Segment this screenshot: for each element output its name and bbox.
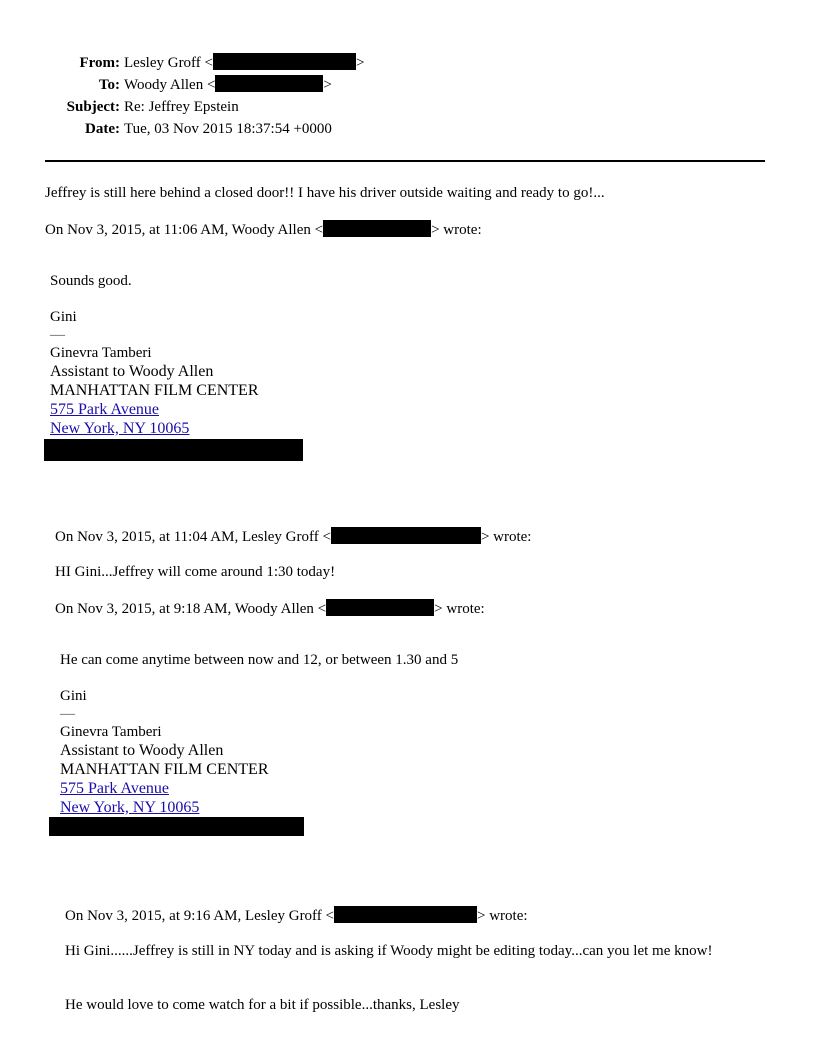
signature-block	[60, 687, 269, 817]
to-name: Woody Allen <	[124, 77, 216, 93]
redaction-block	[323, 220, 431, 237]
sig-company: MANHATTAN FILM CENTER	[50, 382, 259, 399]
redaction-block	[215, 75, 323, 92]
quote-attribution: On Nov 3, 2015, at 11:04 AM, Lesley Groff < > wrote:	[55, 529, 532, 545]
sig-nickname: Gini	[50, 309, 77, 325]
sig-nickname: Gini	[60, 688, 87, 704]
quoted-message: He can come anytime between now and 12, or between 1.30 and 5	[60, 652, 459, 668]
redaction-block	[49, 817, 304, 836]
date-value: Tue, 03 Nov 2015 18:37:54 +0000	[124, 121, 332, 137]
quoted-message: Sounds good.	[50, 273, 132, 289]
quoted-message: He would love to come watch for a bit if possible...thanks, Lesley	[65, 997, 460, 1013]
quote-attribution: On Nov 3, 2015, at 9:18 AM, Woody Allen < > wrote:	[55, 601, 485, 617]
sig-dash: —	[50, 327, 65, 343]
quote-attribution: On Nov 3, 2015, at 11:06 AM, Woody Allen < > wrote:	[45, 222, 482, 238]
sig-full-name: Ginevra Tamberi	[50, 345, 152, 361]
sig-dash: —	[60, 706, 75, 722]
redaction-block	[326, 599, 434, 616]
city-link[interactable]: New York, NY 10065	[50, 420, 190, 437]
header-divider	[45, 160, 765, 162]
redaction-block	[44, 439, 303, 461]
quoted-message: Hi Gini......Jeffrey is still in NY today and is asking if Woody might be editing today...can you let me know!	[65, 943, 713, 959]
subject-label: Subject:	[66, 99, 120, 115]
sig-company: MANHATTAN FILM CENTER	[60, 761, 269, 778]
signature-block	[50, 308, 259, 438]
date-label: Date:	[85, 121, 120, 137]
sig-full-name: Ginevra Tamberi	[60, 724, 162, 740]
subject-value: Re: Jeffrey Epstein	[124, 99, 239, 115]
quote-attribution: On Nov 3, 2015, at 9:16 AM, Lesley Groff < > wrote:	[65, 908, 528, 924]
redaction-block	[331, 527, 481, 544]
redaction-block	[334, 906, 477, 923]
address-link[interactable]: 575 Park Avenue	[60, 780, 170, 797]
reply-text: Jeffrey is still here behind a closed door!! I have his driver outside waiting and ready to go!...	[45, 185, 605, 201]
city-link[interactable]: New York, NY 10065	[60, 799, 200, 816]
redaction-block	[213, 53, 356, 70]
address-link[interactable]: 575 Park Avenue	[50, 401, 160, 418]
to-label: To:	[98, 77, 120, 93]
quoted-message: HI Gini...Jeffrey will come around 1:30 today!	[55, 564, 336, 580]
from-name: Lesley Groff <	[124, 55, 213, 71]
sig-title: Assistant to Woody Allen	[60, 742, 224, 759]
from-label: From:	[79, 55, 120, 71]
sig-title: Assistant to Woody Allen	[50, 363, 214, 380]
